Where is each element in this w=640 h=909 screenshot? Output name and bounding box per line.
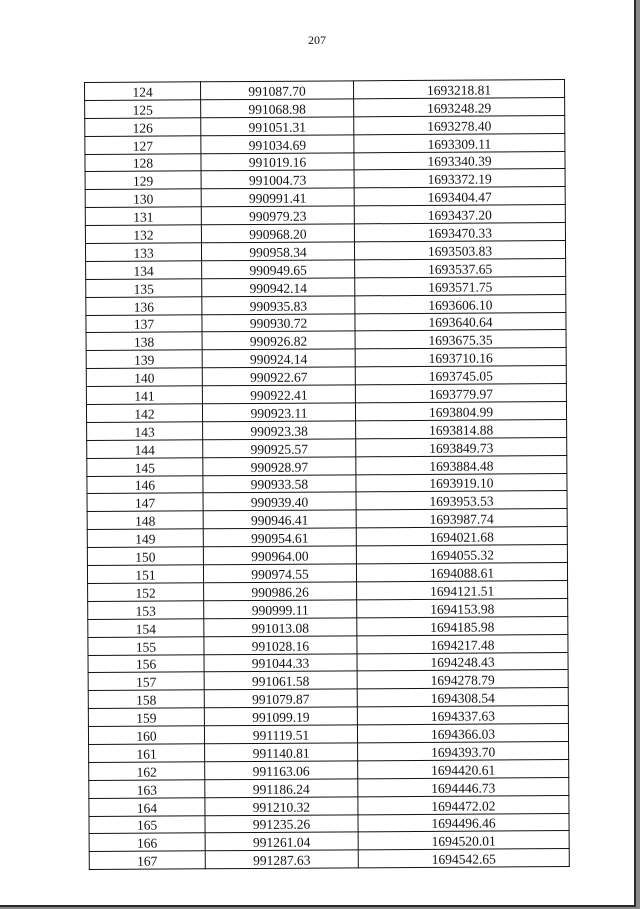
x-coordinate-cell: 991061.58	[204, 671, 357, 690]
y-coordinate-cell: 1693675.35	[355, 330, 566, 349]
x-coordinate-cell: 990949.65	[202, 260, 355, 279]
y-coordinate-cell: 1693884.48	[356, 455, 567, 474]
x-coordinate-cell: 991051.31	[201, 117, 354, 136]
x-coordinate-cell: 990958.34	[201, 242, 354, 261]
x-coordinate-cell: 990923.38	[203, 421, 356, 440]
x-coordinate-cell: 990942.14	[202, 278, 355, 297]
x-coordinate-cell: 990968.20	[201, 224, 354, 243]
y-coordinate-cell: 1694308.54	[357, 688, 568, 707]
y-coordinate-cell: 1694021.68	[356, 527, 567, 546]
point-number-cell: 134	[86, 261, 202, 280]
point-number-cell: 132	[85, 225, 201, 244]
x-coordinate-cell: 991044.33	[204, 653, 357, 672]
point-number-cell: 150	[87, 547, 203, 566]
point-number-cell: 164	[89, 797, 205, 816]
y-coordinate-cell: 1694153.98	[357, 598, 568, 617]
table-body	[85, 80, 570, 870]
x-coordinate-cell: 991028.16	[204, 635, 357, 654]
table-row	[89, 849, 569, 870]
point-number-cell: 153	[88, 601, 204, 620]
point-number-cell: 130	[85, 189, 201, 208]
y-coordinate-cell: 1693710.16	[355, 348, 566, 367]
point-number-cell: 154	[88, 618, 204, 637]
point-number-cell: 140	[86, 368, 202, 387]
y-coordinate-cell: 1694496.46	[358, 813, 569, 832]
point-number-cell: 165	[89, 815, 205, 834]
x-coordinate-cell: 990954.61	[203, 528, 356, 547]
y-coordinate-cell: 1694542.65	[358, 849, 569, 868]
point-number-cell: 152	[88, 583, 204, 602]
point-number-cell: 125	[85, 100, 201, 119]
point-number-cell: 159	[88, 708, 204, 727]
x-coordinate-cell: 990933.58	[203, 474, 356, 493]
y-coordinate-cell: 1694278.79	[357, 670, 568, 689]
point-number-cell: 126	[85, 118, 201, 137]
point-number-cell: 136	[86, 296, 202, 315]
x-coordinate-cell: 990946.41	[203, 510, 356, 529]
x-coordinate-cell: 990926.82	[202, 331, 355, 350]
y-coordinate-cell: 1693640.64	[355, 312, 566, 331]
x-coordinate-cell: 991099.19	[204, 707, 357, 726]
y-coordinate-cell: 1694055.32	[356, 545, 567, 564]
point-number-cell: 135	[86, 279, 202, 298]
point-number-cell: 156	[88, 654, 204, 673]
page-number: 207	[308, 33, 326, 47]
point-number-cell: 138	[86, 332, 202, 351]
x-coordinate-cell: 991013.08	[204, 618, 357, 637]
x-coordinate-cell: 991019.16	[201, 152, 354, 171]
point-number-cell: 151	[87, 565, 203, 584]
point-number-cell: 144	[87, 440, 203, 459]
y-coordinate-cell: 1693814.88	[356, 419, 567, 438]
x-coordinate-cell: 990922.41	[202, 385, 355, 404]
y-coordinate-cell: 1694520.01	[358, 831, 569, 850]
x-coordinate-cell: 990986.26	[204, 582, 357, 601]
point-number-cell: 141	[86, 386, 202, 405]
y-coordinate-cell: 1693537.65	[355, 258, 566, 277]
point-number-cell: 167	[89, 851, 205, 870]
point-number-cell: 163	[89, 780, 205, 799]
x-coordinate-cell: 990935.83	[202, 296, 355, 315]
point-number-cell: 143	[87, 422, 203, 441]
x-coordinate-cell: 991186.24	[205, 779, 358, 798]
point-number-cell: 131	[85, 207, 201, 226]
x-coordinate-cell: 991287.63	[205, 850, 358, 869]
y-coordinate-cell: 1693470.33	[354, 223, 565, 242]
y-coordinate-cell: 1693309.11	[354, 133, 565, 152]
y-coordinate-cell: 1694446.73	[358, 777, 569, 796]
y-coordinate-cell: 1694217.48	[357, 634, 568, 653]
point-number-cell: 147	[87, 493, 203, 512]
point-number-cell: 158	[88, 690, 204, 709]
y-coordinate-cell: 1694248.43	[357, 652, 568, 671]
y-coordinate-cell: 1693404.47	[354, 187, 565, 206]
point-number-cell: 129	[85, 171, 201, 190]
coordinates-table	[84, 79, 570, 870]
x-coordinate-cell: 990928.97	[203, 457, 356, 476]
point-number-cell: 128	[85, 153, 201, 172]
x-coordinate-cell: 991034.69	[201, 135, 354, 154]
point-number-cell: 161	[89, 744, 205, 763]
point-number-cell: 155	[88, 636, 204, 655]
y-coordinate-cell: 1693606.10	[355, 294, 566, 313]
point-number-cell: 145	[87, 457, 203, 476]
point-number-cell: 166	[89, 833, 205, 852]
y-coordinate-cell: 1693745.05	[355, 366, 566, 385]
x-coordinate-cell: 991087.70	[201, 81, 354, 100]
y-coordinate-cell: 1694185.98	[357, 616, 568, 635]
x-coordinate-cell: 990979.23	[201, 206, 354, 225]
point-number-cell: 137	[86, 314, 202, 333]
x-coordinate-cell: 991210.32	[205, 796, 358, 815]
x-coordinate-cell: 990939.40	[203, 492, 356, 511]
point-number-cell: 127	[85, 135, 201, 154]
y-coordinate-cell: 1693248.29	[354, 97, 565, 116]
x-coordinate-cell: 990999.11	[204, 600, 357, 619]
x-coordinate-cell: 990925.57	[203, 439, 356, 458]
point-number-cell: 148	[87, 511, 203, 530]
y-coordinate-cell: 1694366.03	[357, 724, 568, 743]
x-coordinate-cell: 991235.26	[205, 814, 358, 833]
point-number-cell: 146	[87, 475, 203, 494]
point-number-cell: 157	[88, 672, 204, 691]
x-coordinate-cell: 991079.87	[204, 689, 357, 708]
point-number-cell: 139	[86, 350, 202, 369]
y-coordinate-cell: 1693340.39	[354, 151, 565, 170]
y-coordinate-cell: 1693987.74	[356, 509, 567, 528]
x-coordinate-cell: 990923.11	[202, 403, 355, 422]
y-coordinate-cell: 1693503.83	[354, 241, 565, 260]
y-coordinate-cell: 1693571.75	[355, 276, 566, 295]
x-coordinate-cell: 990922.67	[202, 367, 355, 386]
x-coordinate-cell: 991068.98	[201, 99, 354, 118]
y-coordinate-cell: 1694337.63	[357, 706, 568, 725]
y-coordinate-cell: 1693919.10	[356, 473, 567, 492]
y-coordinate-cell: 1694472.02	[358, 795, 569, 814]
x-coordinate-cell: 990930.72	[202, 313, 355, 332]
x-coordinate-cell: 991140.81	[205, 743, 358, 762]
y-coordinate-cell: 1694088.61	[356, 563, 567, 582]
y-coordinate-cell: 1693218.81	[353, 80, 564, 99]
x-coordinate-cell: 990964.00	[203, 546, 356, 565]
y-coordinate-cell: 1694420.61	[358, 759, 569, 778]
y-coordinate-cell: 1693953.53	[356, 491, 567, 510]
y-coordinate-cell: 1693278.40	[354, 115, 565, 134]
point-number-cell: 124	[85, 82, 201, 101]
x-coordinate-cell: 990924.14	[202, 349, 355, 368]
y-coordinate-cell: 1693849.73	[356, 437, 567, 456]
point-number-cell: 160	[88, 726, 204, 745]
y-coordinate-cell: 1693779.97	[355, 384, 566, 403]
point-number-cell: 133	[85, 243, 201, 262]
x-coordinate-cell: 991004.73	[201, 170, 354, 189]
y-coordinate-cell: 1693437.20	[354, 205, 565, 224]
x-coordinate-cell: 990991.41	[201, 188, 354, 207]
x-coordinate-cell: 991119.51	[204, 725, 357, 744]
point-number-cell: 142	[86, 404, 202, 423]
x-coordinate-cell: 991261.04	[205, 832, 358, 851]
y-coordinate-cell: 1694121.51	[357, 580, 568, 599]
point-number-cell: 162	[89, 762, 205, 781]
y-coordinate-cell: 1693804.99	[355, 402, 566, 421]
x-coordinate-cell: 990974.55	[203, 564, 356, 583]
x-coordinate-cell: 991163.06	[205, 761, 358, 780]
y-coordinate-cell: 1693372.19	[354, 169, 565, 188]
y-coordinate-cell: 1694393.70	[358, 742, 569, 761]
point-number-cell: 149	[87, 529, 203, 548]
